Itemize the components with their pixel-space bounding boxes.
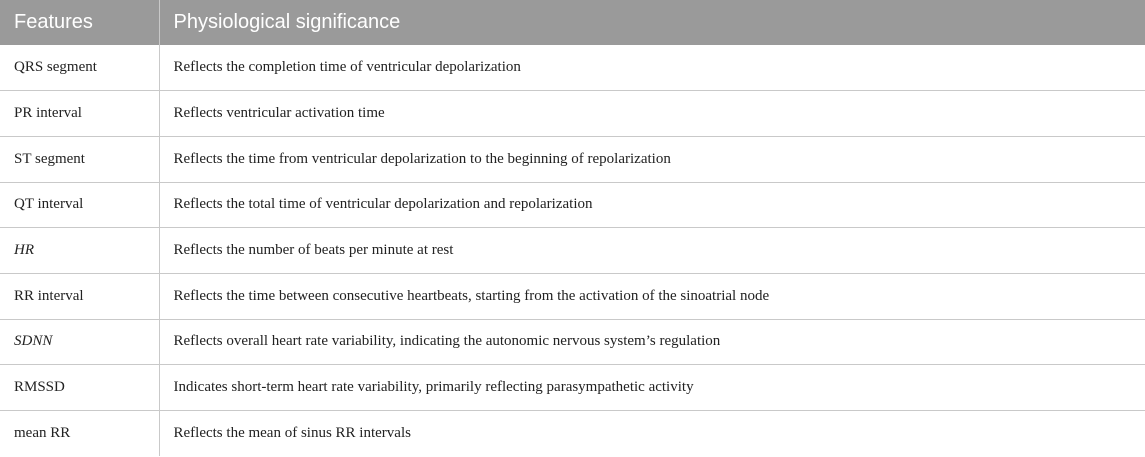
table-row (0, 411, 1145, 457)
header-row (0, 0, 1145, 45)
significance-cell: Reflects the mean of sinus RR intervals (173, 425, 411, 442)
feature-cell: PR interval (0, 91, 159, 137)
significance-cell: Reflects the completion time of ventricular depolarization (159, 45, 1145, 91)
table-body (0, 45, 1145, 456)
feature-cell: ST segment (0, 136, 159, 182)
feature-cell: mean RR (0, 411, 159, 457)
significance-cell: Reflects overall heart rate variability, indicating the autonomic nervous system’s regulation (159, 319, 1145, 365)
feature-cell: QT interval (0, 182, 159, 228)
column-header-features: Features (0, 0, 159, 45)
column-header-significance: Physiological significance (159, 0, 1145, 45)
feature-cell: HR (0, 228, 159, 274)
table-row (0, 365, 1145, 411)
feature-cell: RR interval (0, 273, 159, 319)
feature-cell: RMSSD (0, 365, 159, 411)
table-row (0, 91, 1145, 137)
significance-cell: Reflects ventricular activation time (159, 91, 1145, 137)
table-row (0, 319, 1145, 365)
feature-cell: SDNN (0, 319, 159, 365)
table-row (0, 182, 1145, 228)
table-row (0, 45, 1145, 91)
significance-cell: Indicates short-term heart rate variability, primarily reflecting parasympathetic activity (159, 365, 1145, 411)
table-row (0, 273, 1145, 319)
significance-cell: Reflects the number of beats per minute at rest (159, 228, 1145, 274)
significance-cell: Reflects the time between consecutive heartbeats, starting from the activation of the sinoatrial node (159, 273, 1145, 319)
table-row (0, 136, 1145, 182)
feature-cell: QRS segment (0, 45, 159, 91)
significance-cell: Reflects the time from ventricular depolarization to the beginning of repolarization (159, 136, 1145, 182)
table-header (0, 0, 1145, 45)
significance-cell: Reflects the total time of ventricular depolarization and repolarization (159, 182, 1145, 228)
table-row (0, 228, 1145, 274)
